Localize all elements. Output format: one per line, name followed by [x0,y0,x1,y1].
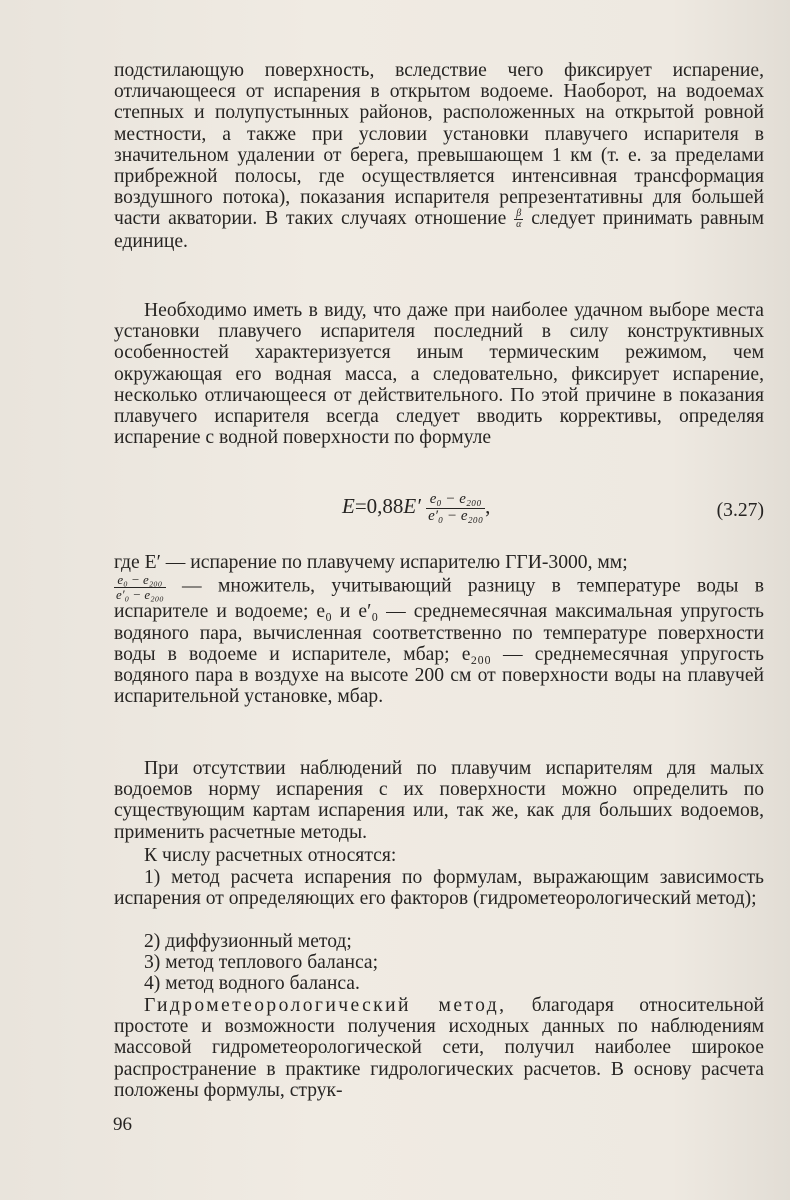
list-item-4: 4) метод водного баланса. [144,973,360,994]
list-item-1: 1) метод расчета испарения по формулам, выражающим зависимость испарения от определяющих его факторов (гидрометеорологический метод); [114,867,764,910]
page-number: 96 [113,1114,132,1135]
list-item-3: 3) метод теплового баланса; [144,952,379,973]
method-heading: Гидрометеорологический метод, [144,995,507,1016]
formula-e-prime: E′ [403,494,421,519]
formula-3-27 [114,488,764,534]
paragraph-1-text: подстилающую поверхность, вследствие чего фиксирует испарение, отличающееся от испарения в открытом водоеме. Наоборот, на водоемах степных и полупустынных районов, расположенных на открытой ровной местности, а также при условии установки плавучего испарителя в значительном удалении от берега, превышающем 1 км (т. е. за пределами прибрежной полосы, где осуществляется интенсивная трансформация воздушного потока), показания испарителя репрезентативны для большей части акватории. В таких случаях отношение [114,60,764,230]
paragraph-4: При отсутствии наблюдений по плавучим испарителям для малых водоемов норму испарения с их поверхности можно определить по существующим картам испарения или, так же, как для больших водоемов, применить расчетные методы. [114,758,764,843]
multiplier-numerator: e₀ − e₂₀₀ [114,573,166,588]
paragraph-3-line-1: где E′ — испарение по плавучему испарителю ГГИ-3000, мм; [114,552,628,573]
equation-number: (3.27) [716,500,764,521]
paragraph-5: К числу расчетных относятся: [144,845,397,866]
paragraph-7 [114,995,764,1101]
paragraph-3-rest: — множитель, учитывающий разницу в температуре воды в испарителе и водоеме; e₀ и e′₀ — среднемесячная максимальная упругость водяного пара, вычисленная соответственно по температуре поверхности воды в водоеме и испарителе, мбар; e₂₀₀ — среднемесячная упругость водяного пара в воздухе на высоте 200 см от поверхности воды на плавучей испарительной установке, мбар. [114,575,764,708]
formula-coefficient: =0,88 [354,494,404,519]
formula-fraction [426,492,485,525]
paragraph-1 [114,60,764,252]
paragraph-7-text: благодаря относительной простоте и возможности получения исходных данных по наблюдениям массовой гидрометеорологической сети, получил наиболее широкое распространение в практике гидрологических расчетов. В основу расчета положены формулы, струк- [114,995,764,1101]
formula-tail: , [485,494,491,519]
paragraph-1-tail: следует принимать равным единице. [114,208,764,252]
fraction-numerator: β [514,209,523,221]
beta-alpha-fraction [514,209,523,231]
multiplier-denominator: e′₀ − e₂₀₀ [116,586,164,602]
multiplier-fraction [114,573,166,601]
paragraph-2: Необходимо иметь в виду, что даже при наиболее удачном выборе места установки плавучего испарителя последний в силу конструктивных особенностей характеризуется иным термическим режимом, чем окружающая его водная масса, а следовательно, фиксирует испарение, несколько отличающееся от действительного. По этой причине в показания плавучего испарителя всегда следует вводить коррективы, определяя испарение с водной поверхности по формуле [114,300,764,449]
paragraph-3 [114,552,764,708]
formula-lhs: E [342,494,355,519]
fraction-denominator: α [516,219,522,231]
formula-body [342,492,490,525]
list-item-2: 2) диффузионный метод; [144,931,352,952]
formula-denominator: e′₀ − e₂₀₀ [428,507,484,524]
formula-numerator: e₀ − e₂₀₀ [426,492,485,509]
